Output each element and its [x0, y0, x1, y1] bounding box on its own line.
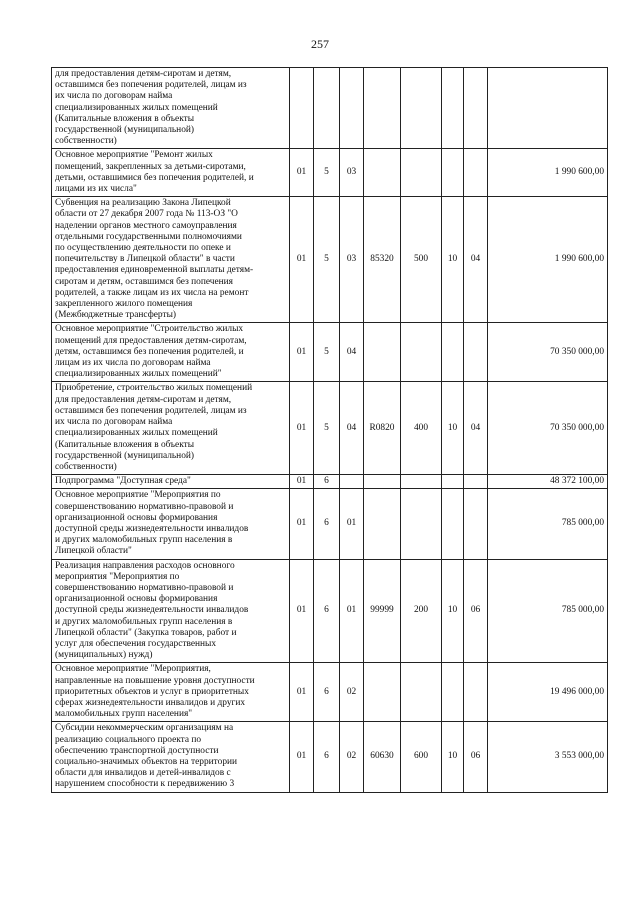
code-expense-type-cell: 200: [401, 559, 442, 663]
code-subsection-cell: 04: [464, 382, 488, 475]
description-line: попечительству в Липецкой области" в части: [55, 254, 235, 265]
description-line: лицам из их числа по договорам найма: [55, 358, 211, 369]
amount-cell: 70 350 000,00: [488, 382, 608, 475]
code-expense-type-cell: [401, 323, 442, 382]
description-line: совершенствованию нормативно-правовой и: [55, 582, 234, 593]
description-line: Реализация направления расходов основного: [55, 560, 235, 571]
description-line: Липецкой области" (Закупка товаров, работ и: [55, 627, 237, 638]
code-subprogram-cell: 02: [340, 663, 364, 722]
table-row: [52, 489, 608, 559]
description-line: предоставления единовременной выплаты детям-: [55, 265, 254, 276]
description-line: отдельными государственными полномочиями: [55, 231, 242, 242]
code-subsection-cell: 04: [464, 197, 488, 323]
table-body: [52, 68, 608, 793]
code-section-cell: 10: [442, 382, 464, 475]
code-subsection-cell: 06: [464, 722, 488, 792]
code-subsection-cell: [464, 475, 488, 489]
description-line: специализированных жилых помещений: [55, 428, 218, 439]
description-line: маломобильных групп населения": [55, 709, 193, 720]
code-expense-type-cell: [401, 149, 442, 197]
description-line: нарушением способности к передвижению 3: [55, 779, 235, 790]
code-admin-cell: 01: [290, 722, 314, 792]
description-line: (Капитальные вложения в объекты: [55, 113, 195, 124]
description-line: Субсидии некоммерческим организациям на: [55, 723, 234, 734]
code-admin-cell: 01: [290, 197, 314, 323]
row-description: [52, 323, 290, 382]
code-direction-cell: [364, 489, 401, 559]
code-direction-cell: 99999: [364, 559, 401, 663]
table-row: [52, 323, 608, 382]
code-section-cell: [442, 663, 464, 722]
row-description: [52, 475, 290, 489]
code-subprogram-cell: 03: [340, 197, 364, 323]
code-admin-cell: 01: [290, 475, 314, 489]
code-section-cell: [442, 323, 464, 382]
amount-cell: 19 496 000,00: [488, 663, 608, 722]
code-section-cell: 10: [442, 722, 464, 792]
amount-cell: 70 350 000,00: [488, 323, 608, 382]
description-line: Липецкой области": [55, 546, 132, 557]
code-section-cell: [442, 149, 464, 197]
description-line: помещений, закрепленных за детьми-сиротами,: [55, 161, 246, 172]
code-expense-type-cell: [401, 475, 442, 489]
row-description: [52, 489, 290, 559]
code-expense-type-cell: [401, 663, 442, 722]
code-subsection-cell: [464, 149, 488, 197]
code-program-cell: 5: [314, 197, 340, 323]
description-line: обеспечению транспортной доступности: [55, 745, 219, 756]
description-line: Основное мероприятие "Мероприятия,: [55, 664, 211, 675]
code-direction-cell: [364, 475, 401, 489]
code-admin-cell: [290, 68, 314, 149]
table-row: [52, 382, 608, 475]
description-line: мероприятия "Мероприятия по: [55, 571, 180, 582]
description-line: закрепленного жилого помещения: [55, 299, 193, 310]
code-expense-type-cell: 600: [401, 722, 442, 792]
table-row: [52, 149, 608, 197]
code-subprogram-cell: 01: [340, 559, 364, 663]
description-line: специализированных жилых помещений: [55, 102, 218, 113]
code-direction-cell: 85320: [364, 197, 401, 323]
table-row: [52, 197, 608, 323]
code-program-cell: 6: [314, 475, 340, 489]
description-line: доступной среды жизнедеятельности инвалидов: [55, 605, 249, 616]
code-section-cell: 10: [442, 197, 464, 323]
description-line: (Капитальные вложения в объекты: [55, 439, 195, 450]
code-expense-type-cell: 500: [401, 197, 442, 323]
description-line: области от 27 декабря 2007 года № 113-ОЗ "О: [55, 209, 238, 220]
description-line: собственности): [55, 461, 117, 472]
code-program-cell: [314, 68, 340, 149]
amount-cell: 785 000,00: [488, 489, 608, 559]
description-line: детям, оставшимся без попечения родителей, и: [55, 346, 244, 357]
description-line: детьми, оставшимися без попечения родителей, и: [55, 172, 254, 183]
description-line: Основное мероприятие "Ремонт жилых: [55, 150, 213, 161]
code-expense-type-cell: [401, 489, 442, 559]
description-line: организационной основы формирования: [55, 512, 218, 523]
code-program-cell: 6: [314, 722, 340, 792]
description-line: сиротам и детям, оставшимся без попечения: [55, 276, 233, 287]
description-line: государственной (муниципальной): [55, 125, 195, 136]
code-subprogram-cell: [340, 475, 364, 489]
code-subsection-cell: [464, 663, 488, 722]
description-line: для предоставления детям-сиротам и детям,: [55, 69, 232, 79]
row-description: [52, 722, 290, 792]
description-line: их числа по договорам найма: [55, 91, 173, 102]
amount-cell: 3 553 000,00: [488, 722, 608, 792]
description-line: специализированных жилых помещений": [55, 369, 222, 380]
code-subprogram-cell: 04: [340, 323, 364, 382]
table-row: [52, 722, 608, 792]
code-program-cell: 5: [314, 149, 340, 197]
description-line: родителей, а также лицам из их числа на ремонт: [55, 287, 249, 298]
code-program-cell: 6: [314, 663, 340, 722]
description-line: (муниципальных) нужд): [55, 650, 153, 661]
code-subsection-cell: [464, 68, 488, 149]
description-line: лицами из их числа": [55, 184, 137, 195]
description-line: области для инвалидов и детей-инвалидов с: [55, 768, 231, 779]
description-line: для предоставления детям-сиротам и детям,: [55, 394, 232, 405]
description-line: (Межбюджетные трансферты): [55, 310, 177, 321]
description-line: сферах жизнедеятельности инвалидов и других: [55, 697, 246, 708]
code-admin-cell: 01: [290, 663, 314, 722]
code-admin-cell: 01: [290, 559, 314, 663]
code-subprogram-cell: 01: [340, 489, 364, 559]
description-line: помещений для предоставления детям-сиротам,: [55, 335, 247, 346]
description-line: направленные на повышение уровня доступности: [55, 675, 255, 686]
budget-table: [51, 67, 608, 793]
code-direction-cell: [364, 323, 401, 382]
code-direction-cell: 60630: [364, 722, 401, 792]
table-row: [52, 663, 608, 722]
description-line: Субвенция на реализацию Закона Липецкой: [55, 198, 231, 209]
code-subprogram-cell: 02: [340, 722, 364, 792]
row-description: [52, 559, 290, 663]
code-direction-cell: [364, 68, 401, 149]
table-row: [52, 559, 608, 663]
code-section-cell: 10: [442, 559, 464, 663]
code-admin-cell: 01: [290, 382, 314, 475]
table-row: [52, 68, 608, 149]
amount-cell: 1 990 600,00: [488, 149, 608, 197]
amount-cell: 785 000,00: [488, 559, 608, 663]
description-line: организационной основы формирования: [55, 594, 218, 605]
description-line: оставшимся без попечения родителей, лицам из: [55, 405, 247, 416]
code-expense-type-cell: 400: [401, 382, 442, 475]
amount-cell: [488, 68, 608, 149]
description-line: наделении органов местного самоуправления: [55, 220, 237, 231]
description-line: государственной (муниципальной): [55, 450, 195, 461]
description-line: совершенствованию нормативно-правовой и: [55, 501, 234, 512]
row-description: [52, 197, 290, 323]
description-line: их числа по договорам найма: [55, 417, 173, 428]
description-line: доступной среды жизнедеятельности инвалидов: [55, 523, 249, 534]
code-section-cell: [442, 489, 464, 559]
row-description: [52, 663, 290, 722]
code-section-cell: [442, 475, 464, 489]
description-line: Приобретение, строительство жилых помещений: [55, 383, 253, 394]
code-subsection-cell: [464, 323, 488, 382]
code-program-cell: 5: [314, 323, 340, 382]
code-subsection-cell: [464, 489, 488, 559]
page-number: 257: [311, 37, 329, 51]
amount-cell: 48 372 100,00: [488, 475, 608, 489]
row-description: [52, 149, 290, 197]
description-line: Основное мероприятие "Строительство жилых: [55, 324, 244, 335]
code-admin-cell: 01: [290, 149, 314, 197]
code-subsection-cell: 06: [464, 559, 488, 663]
amount-cell: 1 990 600,00: [488, 197, 608, 323]
code-program-cell: 6: [314, 489, 340, 559]
code-admin-cell: 01: [290, 323, 314, 382]
code-program-cell: 6: [314, 559, 340, 663]
code-direction-cell: R0820: [364, 382, 401, 475]
code-program-cell: 5: [314, 382, 340, 475]
description-line: приоритетных объектов и услуг в приоритетных: [55, 686, 249, 697]
description-line: Основное мероприятие "Мероприятия по: [55, 490, 221, 501]
description-line: и других маломобильных групп населения в: [55, 535, 233, 546]
description-line: собственности): [55, 136, 117, 147]
code-direction-cell: [364, 663, 401, 722]
code-direction-cell: [364, 149, 401, 197]
code-expense-type-cell: [401, 68, 442, 149]
code-admin-cell: 01: [290, 489, 314, 559]
code-subprogram-cell: 04: [340, 382, 364, 475]
description-line: Подпрограмма "Доступная среда": [55, 476, 191, 487]
description-line: и других маломобильных групп населения в: [55, 616, 233, 627]
description-line: услуг для обеспечения государственных: [55, 638, 217, 649]
code-section-cell: [442, 68, 464, 149]
row-description: [52, 68, 290, 149]
description-line: оставшимся без попечения родителей, лицам из: [55, 80, 247, 91]
code-subprogram-cell: [340, 68, 364, 149]
description-line: по осуществлению деятельности по опеке и: [55, 243, 231, 254]
row-description: [52, 382, 290, 475]
code-subprogram-cell: 03: [340, 149, 364, 197]
description-line: социально-значимых объектов на территории: [55, 756, 238, 767]
table-row: [52, 475, 608, 489]
description-line: реализацию социального проекта по: [55, 734, 202, 745]
